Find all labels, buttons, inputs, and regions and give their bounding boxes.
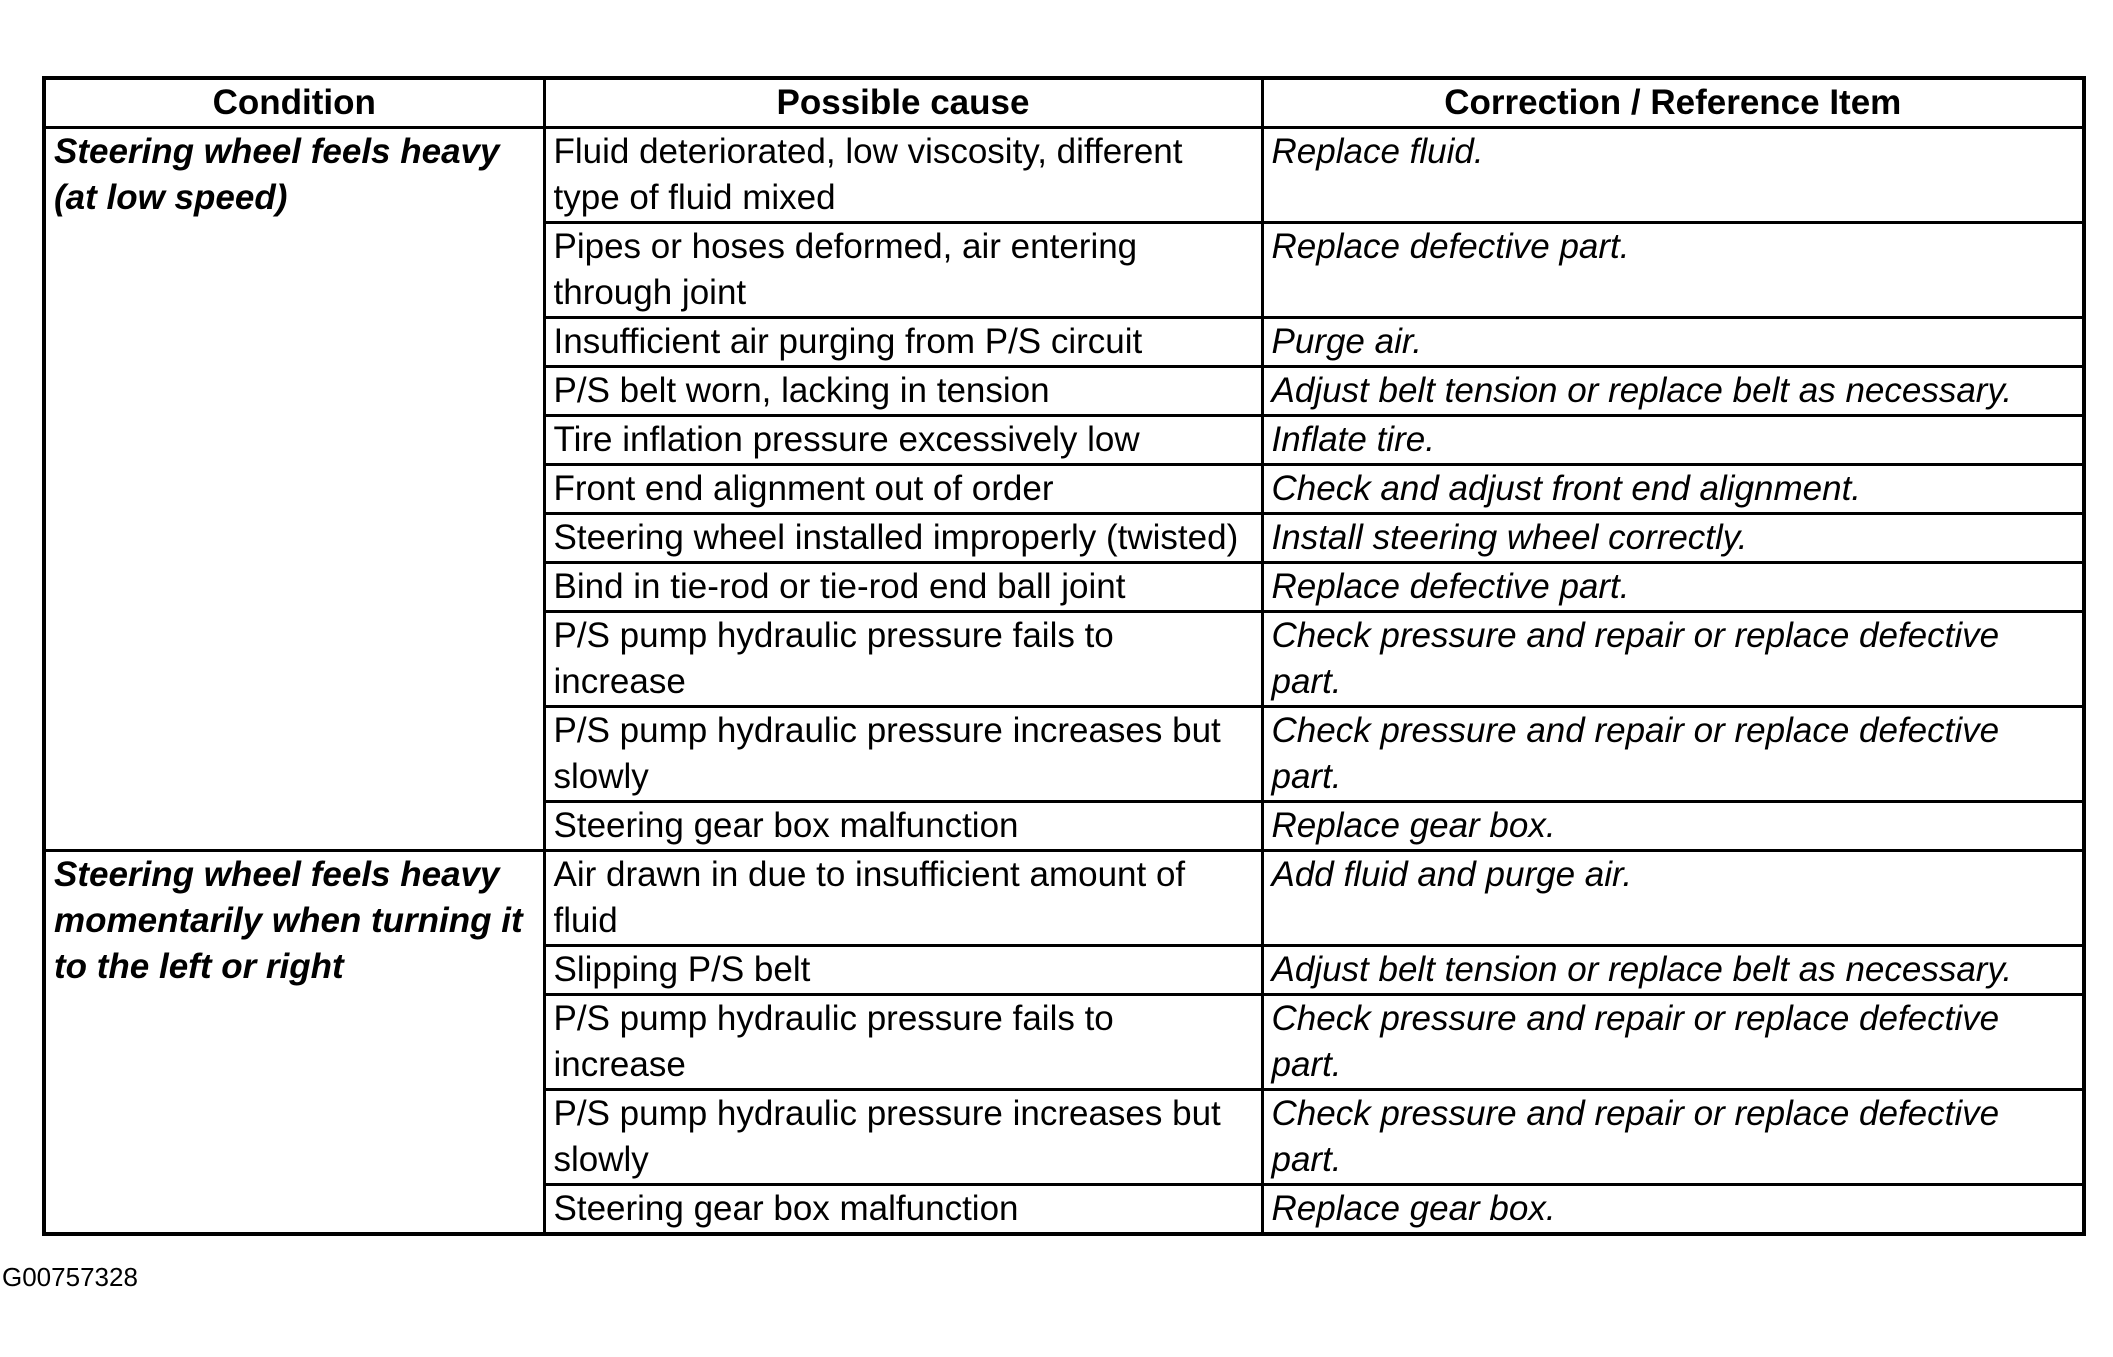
table-row — [44, 128, 2084, 223]
cause-cell: P/S pump hydraulic pressure fails to increase — [544, 995, 1262, 1090]
cause-cell: Insufficient air purging from P/S circuit — [544, 318, 1262, 367]
correction-cell: Purge air. — [1262, 318, 2084, 367]
table-header-row — [44, 78, 2084, 128]
cause-cell: Slipping P/S belt — [544, 946, 1262, 995]
correction-cell: Add fluid and purge air. — [1262, 851, 2084, 946]
cause-cell: Air drawn in due to insufficient amount of fluid — [544, 851, 1262, 946]
correction-cell: Replace fluid. — [1262, 128, 2084, 223]
cause-cell: Pipes or hoses deformed, air entering through joint — [544, 223, 1262, 318]
correction-cell: Adjust belt tension or replace belt as necessary. — [1262, 946, 2084, 995]
correction-cell: Check pressure and repair or replace defective part. — [1262, 995, 2084, 1090]
cause-cell: Steering gear box malfunction — [544, 802, 1262, 851]
correction-cell: Check pressure and repair or replace defective part. — [1262, 612, 2084, 707]
cause-cell: P/S pump hydraulic pressure increases but slowly — [544, 707, 1262, 802]
cause-cell: Tire inflation pressure excessively low — [544, 416, 1262, 465]
condition-cell: Steering wheel feels heavy (at low speed) — [44, 128, 544, 851]
correction-cell: Install steering wheel correctly. — [1262, 514, 2084, 563]
cause-cell: P/S pump hydraulic pressure increases but slowly — [544, 1090, 1262, 1185]
cause-cell: Front end alignment out of order — [544, 465, 1262, 514]
troubleshooting-table — [42, 76, 2086, 1236]
correction-cell: Check pressure and repair or replace defective part. — [1262, 707, 2084, 802]
correction-cell: Inflate tire. — [1262, 416, 2084, 465]
condition-cell: Steering wheel feels heavy momentarily when turning it to the left or right — [44, 851, 544, 1235]
correction-cell: Replace defective part. — [1262, 223, 2084, 318]
cause-cell: Fluid deteriorated, low viscosity, different type of fluid mixed — [544, 128, 1262, 223]
cause-cell: Steering gear box malfunction — [544, 1185, 1262, 1235]
cause-cell: P/S pump hydraulic pressure fails to increase — [544, 612, 1262, 707]
table-body — [44, 128, 2084, 1235]
header-possible-cause: Possible cause — [544, 78, 1262, 128]
correction-cell: Replace gear box. — [1262, 802, 2084, 851]
figure-code: G00757328 — [2, 1262, 138, 1292]
correction-cell: Replace defective part. — [1262, 563, 2084, 612]
correction-cell: Adjust belt tension or replace belt as necessary. — [1262, 367, 2084, 416]
cause-cell: P/S belt worn, lacking in tension — [544, 367, 1262, 416]
header-condition: Condition — [44, 78, 544, 128]
correction-cell: Check pressure and repair or replace defective part. — [1262, 1090, 2084, 1185]
correction-cell: Replace gear box. — [1262, 1185, 2084, 1235]
table-row — [44, 851, 2084, 946]
cause-cell: Bind in tie-rod or tie-rod end ball joint — [544, 563, 1262, 612]
cause-cell: Steering wheel installed improperly (twisted) — [544, 514, 1262, 563]
correction-cell: Check and adjust front end alignment. — [1262, 465, 2084, 514]
header-correction: Correction / Reference Item — [1262, 78, 2084, 128]
